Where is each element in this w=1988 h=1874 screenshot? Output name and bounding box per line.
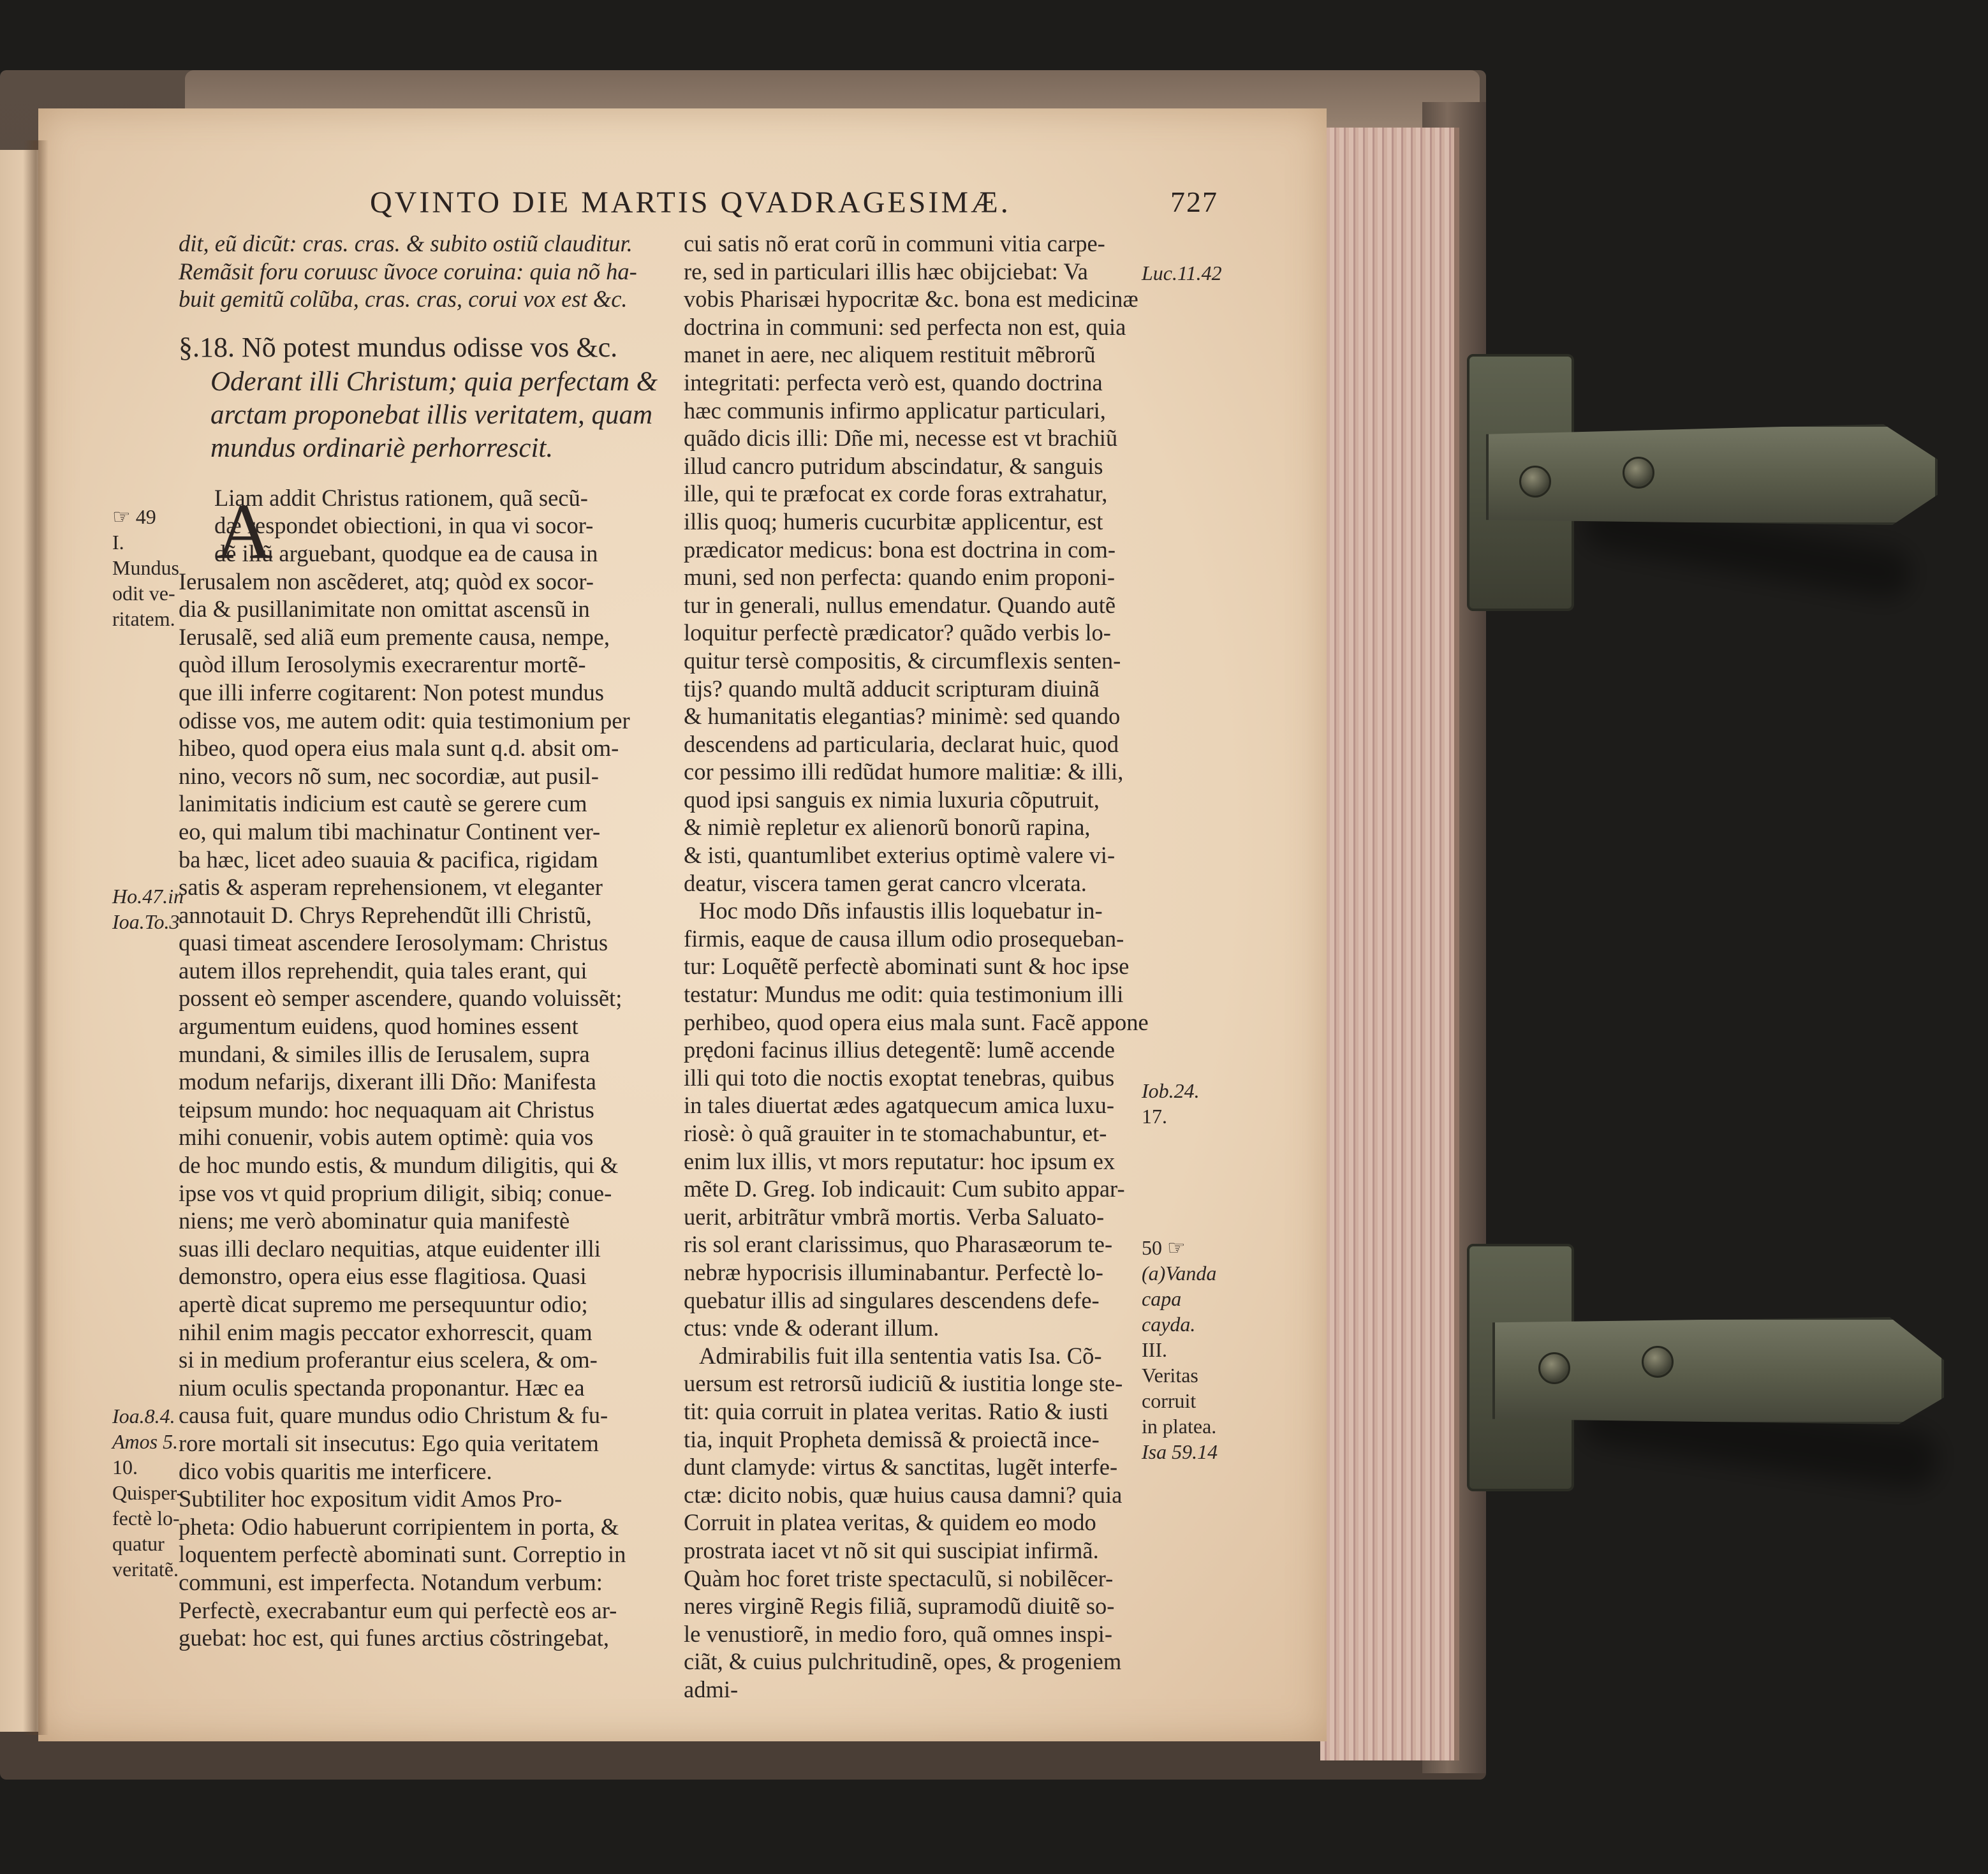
margin-line: odit ve- (112, 582, 175, 605)
gutter (23, 140, 48, 1735)
text-line: cor pessimo illi redũdat humore malitiæ: & illi, (684, 758, 1124, 785)
margin-line: cayda. (1142, 1313, 1196, 1336)
running-title: QVINTO DIE MARTIS QVADRAGESIMÆ. (370, 186, 1011, 219)
margin-note-left-3 (112, 1403, 208, 1582)
margin-line: (a)Vanda (1142, 1262, 1217, 1285)
text-line: ctus: vnde & oderant illum. (684, 1315, 939, 1341)
margin-line: corruit (1142, 1389, 1196, 1412)
text-line: prostrata iacet vt nõ sit qui suscipiat infirmã. (684, 1537, 1099, 1563)
margin-note-right-3 (1142, 1235, 1244, 1465)
margin-line: ritatem. (112, 607, 175, 630)
text-line: mẽte D. Greg. Iob indicauit: Cum subito appar- (684, 1176, 1125, 1202)
text-line: Hoc modo Dñs infaustis illis loquebatur in- (699, 897, 1103, 924)
text-line: Quàm hoc foret triste spectaculũ, si nobilẽcer- (684, 1565, 1114, 1591)
text-line: modum nefarijs, dixerant illi Dño: Manifesta (179, 1068, 596, 1095)
text-line: quòd illum Ierosolymis execrarentur mortẽ- (179, 651, 586, 678)
text-line: descendens ad particularia, declarat huic, quod (684, 730, 1119, 757)
text-line: buit gemitũ colũba, cras. cras, corui vox est &c. (179, 286, 628, 313)
text-line: enim lux illis, vt mors reputatur: hoc ipsum ex (684, 1147, 1115, 1174)
text-line: Admirabilis fuit illa sententia vatis Isa. Cõ- (699, 1342, 1102, 1369)
text-line: satis & asperam reprehensionem, vt eleganter (179, 874, 603, 901)
text-line: si in medium proferantur eius scelera, & om- (179, 1346, 598, 1373)
text-line: integritati: perfecta verò est, quando doctrina (684, 369, 1103, 395)
text-line: illis quoq; humeris cucurbitæ applicentur, est (684, 508, 1103, 535)
margin-line: 10. (112, 1456, 138, 1479)
text-line: admi- (684, 1676, 739, 1702)
text-line: odisse vos, me autem odit: quia testimonium per (179, 707, 630, 734)
text-line: nium oculis spectanda proponantur. Hæc ea (179, 1374, 585, 1401)
text-line: ciãt, & cuius pulchritudinẽ, opes, & progeniem (684, 1648, 1122, 1675)
text-line: neres virginẽ Regis filiã, supramodũ diuitẽ so- (684, 1593, 1115, 1619)
clasp-upper-rivet-2 (1623, 457, 1654, 489)
margin-line: veritatẽ. (112, 1558, 179, 1581)
text-line: Corruit in platea veritas, & quidem eo modo (684, 1509, 1096, 1536)
text-line: quasi timeat ascendere Ierosolymam: Christus (179, 929, 608, 956)
margin-note-left-1 (112, 504, 208, 631)
text-line: communi, est imperfecta. Notandum verbum: (179, 1568, 603, 1595)
running-header (370, 185, 1288, 226)
text-line: argumentum euidens, quod homines essent (179, 1013, 578, 1040)
text-line: in tales diuertat ædes agatquecum amica luxu- (684, 1092, 1115, 1119)
clasp-lower-rivet-2 (1642, 1346, 1674, 1378)
margin-line: 50 ☞ (1142, 1236, 1186, 1259)
text-line: muni, sed non perfecta: quando enim proponi- (684, 564, 1115, 591)
clasp-upper-strap (1486, 424, 1938, 525)
text-line: Subtiliter hoc expositum vidit Amos Pro- (179, 1486, 563, 1512)
text-line: uersum est retrorsũ iudiciũ & iustitia longe ste- (684, 1370, 1123, 1397)
margin-line: quatur (112, 1532, 165, 1555)
margin-line: Ioa.To.3 (112, 910, 180, 933)
text-line: Ierusalẽ, sed aliã eum premente causa, nempe, (179, 623, 610, 650)
text-line: riosè: ò quã grauiter in te stomachabuntur, et- (684, 1120, 1107, 1146)
text-line: & humanitatis elegantias? minimè: sed quando (684, 703, 1121, 730)
margin-line: capa (1142, 1287, 1182, 1310)
text-line: tijs? quando multã adducit scripturam diuinã (684, 675, 1100, 702)
text-line: uerit, arbitrãtur vmbrã mortis. Verba Saluato- (684, 1203, 1105, 1230)
section-subheading-line: arctam proponebat illis veritatem, quam (210, 399, 653, 430)
text-line: causa fuit, quare mundus odio Christum & fu- (179, 1402, 608, 1429)
text-line: cui satis nõ erat corũ in communi vitia carpe- (684, 230, 1105, 256)
text-line: mundani, & similes illis de Ierusalem, supra (179, 1040, 590, 1067)
text-line: manet in aere, nec aliquem restituit mẽbrorũ (684, 341, 1096, 368)
text-line: teipsum mundo: hoc nequaquam ait Christus (179, 1096, 594, 1123)
text-line: hibeo, quod opera eius mala sunt q.d. absit om- (179, 735, 619, 762)
margin-line: fectè lo- (112, 1507, 180, 1530)
text-line: firmis, eaque de causa illum odio prosequeban- (684, 925, 1124, 952)
text-line: re, sed in particulari illis hæc obijciebat: Va (684, 258, 1088, 284)
text-line: possent eò semper ascendere, quando voluissẽt; (179, 985, 622, 1012)
section-subheading-line: mundus ordinariè perhorrescit. (210, 432, 554, 463)
text-line: doctrina in communi: sed perfecta non est, quia (684, 313, 1126, 340)
text-line: pheta: Odio habuerunt corripientem in porta, & (179, 1513, 619, 1540)
text-line: autem illos reprehendit, quia tales erant, qui (179, 957, 587, 984)
margin-line: Ho.47.in (112, 885, 184, 908)
text-line: quãdo dicis illi: Dñe mi, necesse est vt brachiũ (684, 425, 1118, 452)
text-line: Perfectè, execrabantur eum qui perfectè eos ar- (179, 1597, 617, 1623)
margin-note-right-1 (1142, 260, 1244, 286)
text-line: dit, eũ dicũt: cras. cras. & subito ostiũ clauditur. (179, 230, 633, 256)
margin-line: III. (1142, 1338, 1167, 1361)
text-line: & nimiè repletur ex alienorũ bonorũ rapina, (684, 814, 1091, 841)
text-line: niens; me verò abominatur quia manifestè (179, 1207, 570, 1234)
section-subheading-line: Oderant illi Christum; quia perfectam & (210, 366, 658, 397)
text-line: ipse vos vt quid proprium diligit, sibiq; conue- (179, 1179, 612, 1206)
text-line: rore mortali sit insecutus: Ego quia veritatem (179, 1429, 599, 1456)
text-line: nebræ hypocrisis illuminabantur. Perfectè lo- (684, 1258, 1103, 1285)
margin-note-right-2 (1142, 1078, 1244, 1129)
margin-line: Mundus (112, 556, 179, 579)
text-line: ris sol erant clarissimus, quo Pharasæorum te- (684, 1231, 1113, 1258)
right-body (684, 230, 1149, 1703)
text-line: tit: quia corruit in platea veritas. Ratio & iusti (684, 1398, 1108, 1424)
text-line: ctæ: dicito nobis, quæ huius causa damni? quia (684, 1481, 1123, 1508)
margin-line: Amos 5. (112, 1430, 179, 1453)
text-line: dẽ illũ arguebant, quodque ea de causa in (214, 540, 598, 566)
text-line: illud cancro putridum abscindatur, & sanguis (684, 452, 1103, 479)
margin-note-left-2 (112, 883, 208, 934)
text-line: de hoc mundo estis, & mundum diligitis, qui & (179, 1152, 619, 1179)
text-line: apertè dicat supremo me persequuntur odio; (179, 1291, 588, 1317)
text-line: nihil enim magis peccator exhorrescit, quam (179, 1318, 593, 1345)
margin-line: I. (112, 531, 124, 554)
text-line: guebat: hoc est, qui funes arctius cõstringebat, (179, 1625, 610, 1651)
margin-line: Quisper- (112, 1481, 184, 1504)
text-line: demonstro, opera eius esse flagitiosa. Quasi (179, 1263, 587, 1290)
text-line: ba hæc, licet adeo suauia & pacifica, rigidam (179, 846, 598, 873)
text-line: deatur, viscera tamen gerat cancro vlcerata. (684, 869, 1087, 896)
margin-line: Ioa.8.4. (112, 1405, 175, 1428)
drop-cap: A (216, 488, 273, 575)
text-line: loquentem perfectè abominati sunt. Correptio in (179, 1541, 626, 1568)
text-line: Remãsit foru coruusc ũvoce coruina: quia nõ ha- (179, 258, 637, 284)
text-line: illi qui toto die noctis exoptat tenebras, quibus (684, 1064, 1115, 1091)
text-line: tur: Loquẽtẽ perfectè abominati sunt & hoc ipse (684, 953, 1130, 980)
left-column (179, 230, 663, 1652)
text-line: quebatur illis ad singulares descendens defe- (684, 1287, 1100, 1313)
text-line: suas illi declaro nequitias, atque euidenter illi (179, 1235, 601, 1262)
text-line: le venustiorẽ, in medio foro, quã omnes inspi- (684, 1620, 1113, 1647)
margin-line: 17. (1142, 1105, 1167, 1128)
margin-line: Veritas (1142, 1364, 1198, 1387)
margin-line: Isa 59.14 (1142, 1440, 1218, 1463)
text-line: annotauit D. Chrys Reprehendũt illi Christũ, (179, 901, 592, 928)
text-line: nino, vecors nõ sum, nec socordiæ, aut pusil- (179, 762, 599, 789)
text-line: tia, inquit Propheta demissã & proiectã ince- (684, 1426, 1100, 1452)
text-line: loquitur perfectè prædicator? quãdo verbis lo- (684, 619, 1111, 646)
text-line: quitur tersè compositis, & circumflexis senten- (684, 647, 1121, 674)
margin-line: Luc.11.42 (1142, 262, 1222, 284)
text-line: perhibeo, quod opera eius mala sunt. Facẽ appone (684, 1008, 1149, 1035)
text-line: dæ respondet obiectioni, in qua vi socor- (214, 512, 594, 539)
text-line: ille, qui te præfocat ex corde foras extrahatur, (684, 480, 1108, 507)
clasp-lower-rivet-1 (1538, 1352, 1570, 1384)
page-number: 727 (1170, 186, 1218, 218)
text-line: que illi inferre cogitarent: Non potest mundus (179, 679, 604, 705)
text-line: Liam addit Christus rationem, quã secũ- (214, 484, 588, 511)
text-line: mihi conuenir, vobis autem optimè: quia vos (179, 1124, 594, 1151)
margin-line: in platea. (1142, 1415, 1217, 1438)
text-line: vobis Pharisæi hypocritæ &c. bona est medicinæ (684, 286, 1138, 313)
text-line: prædicator medicus: bona est doctrina in com- (684, 536, 1116, 563)
text-line: & isti, quantumlibet exterius optimè valere vi- (684, 842, 1115, 869)
text-line: dunt clamyde: virtus & sanctitas, lugẽt interfe- (684, 1454, 1118, 1480)
margin-line: ☞ 49 (112, 505, 156, 528)
text-line: dia & pusillanimitate non omittat ascensũ in (179, 596, 590, 623)
text-line: dico vobis quaritis me interficere. (179, 1457, 492, 1484)
clasp-upper-rivet-1 (1519, 466, 1551, 498)
text-line: lanimitatis indicium est cautè se gerere cum (179, 790, 587, 817)
text-line: hæc communis infirmo applicatur particulari, (684, 397, 1106, 424)
text-line: testatur: Mundus me odit: quia testimonium illi (684, 981, 1124, 1008)
text-line: Ierusalem non ascẽderet, atq; quòd ex socor- (179, 568, 594, 594)
text-line: tur in generali, nullus emendatur. Quando autẽ (684, 591, 1116, 618)
page-edges (1320, 128, 1459, 1760)
right-column (684, 230, 1149, 1703)
text-line: quod ipsi sanguis ex nimia luxuria cõputruit, (684, 786, 1100, 813)
section-heading: §.18. Nõ potest mundus odisse vos &c. (179, 331, 618, 363)
text-line: eo, qui malum tibi machinatur Continent ver- (179, 818, 601, 845)
margin-line: Iob.24. (1142, 1079, 1200, 1102)
left-body (179, 484, 663, 1652)
text-line: prędoni facinus illius detegentẽ: lumẽ accende (684, 1037, 1115, 1063)
